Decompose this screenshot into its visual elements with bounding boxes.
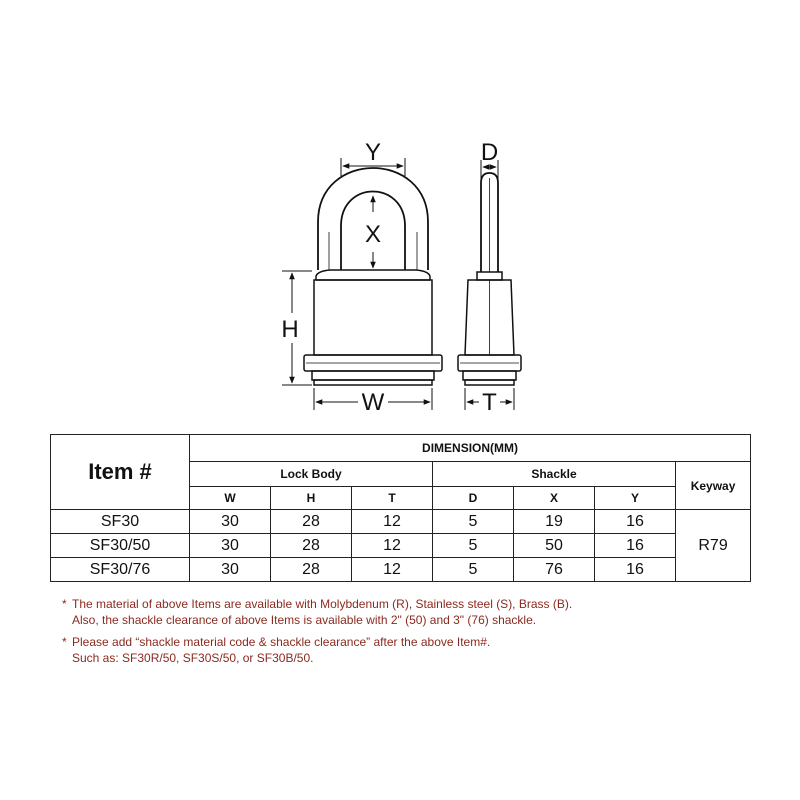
value-cell: 5	[433, 558, 514, 582]
body-base	[314, 380, 432, 385]
col-header-w: W	[190, 487, 271, 510]
keyway-cell: R79	[676, 510, 751, 582]
dim-label-w: W	[361, 389, 385, 416]
value-cell: 30	[190, 510, 271, 534]
value-cell: 28	[271, 558, 352, 582]
value-cell: 12	[352, 510, 433, 534]
side-collar	[477, 272, 502, 280]
dim-label-y: Y	[364, 139, 382, 166]
side-ring-bottom	[463, 371, 516, 380]
value-cell: 12	[352, 558, 433, 582]
item-cell: SF30	[51, 510, 190, 534]
dim-label-x: X	[364, 221, 382, 248]
dim-label-d: D	[480, 139, 499, 166]
keyway-header: Keyway	[676, 462, 751, 510]
footnote-line: Such as: SF30R/50, SF30S/50, or SF30B/50.	[72, 651, 314, 665]
value-cell: 16	[595, 510, 676, 534]
col-header-y: Y	[595, 487, 676, 510]
table-row	[51, 534, 751, 558]
footnote-line: The material of above Items are available with Molybdenum (R), Stainless steel (S), Brass (B).	[72, 597, 573, 611]
footnote-ordering	[62, 634, 762, 666]
side-base	[465, 380, 514, 385]
value-cell: 12	[352, 534, 433, 558]
value-cell: 5	[433, 510, 514, 534]
col-header-h: H	[271, 487, 352, 510]
value-cell: 16	[595, 534, 676, 558]
footnote-materials	[62, 596, 762, 628]
side-view	[458, 173, 521, 385]
dim-label-t: T	[482, 389, 497, 416]
value-cell: 16	[595, 558, 676, 582]
item-cell: SF30/50	[51, 534, 190, 558]
footnote-line: Please add “shackle material code & shackle clearance” after the above Item#.	[72, 635, 491, 649]
body-ring-bottom	[312, 371, 434, 380]
value-cell: 19	[514, 510, 595, 534]
footnote-line: Also, the shackle clearance of above Items is available with 2" (50) and 3" (76) shackle.	[72, 613, 537, 627]
value-cell: 76	[514, 558, 595, 582]
col-header-x: X	[514, 487, 595, 510]
col-header-t: T	[352, 487, 433, 510]
value-cell: 28	[271, 534, 352, 558]
value-cell: 5	[433, 534, 514, 558]
table-row	[51, 558, 751, 582]
value-cell: 30	[190, 558, 271, 582]
asterisk: *	[62, 635, 67, 649]
value-cell: 30	[190, 534, 271, 558]
lock-body-header: Lock Body	[190, 462, 433, 487]
value-cell: 28	[271, 510, 352, 534]
dimension-header: DIMENSION(MM)	[190, 435, 751, 462]
table-row	[51, 510, 751, 534]
col-header-d: D	[433, 487, 514, 510]
dimension-table	[50, 434, 751, 582]
footnotes	[62, 596, 762, 672]
item-column-header: Item #	[51, 435, 190, 510]
value-cell: 50	[514, 534, 595, 558]
lock-body	[314, 280, 432, 355]
body-shoulder	[316, 270, 430, 280]
dim-label-h: H	[281, 316, 299, 343]
asterisk: *	[62, 597, 67, 611]
item-cell: SF30/76	[51, 558, 190, 582]
shackle-header: Shackle	[433, 462, 676, 487]
